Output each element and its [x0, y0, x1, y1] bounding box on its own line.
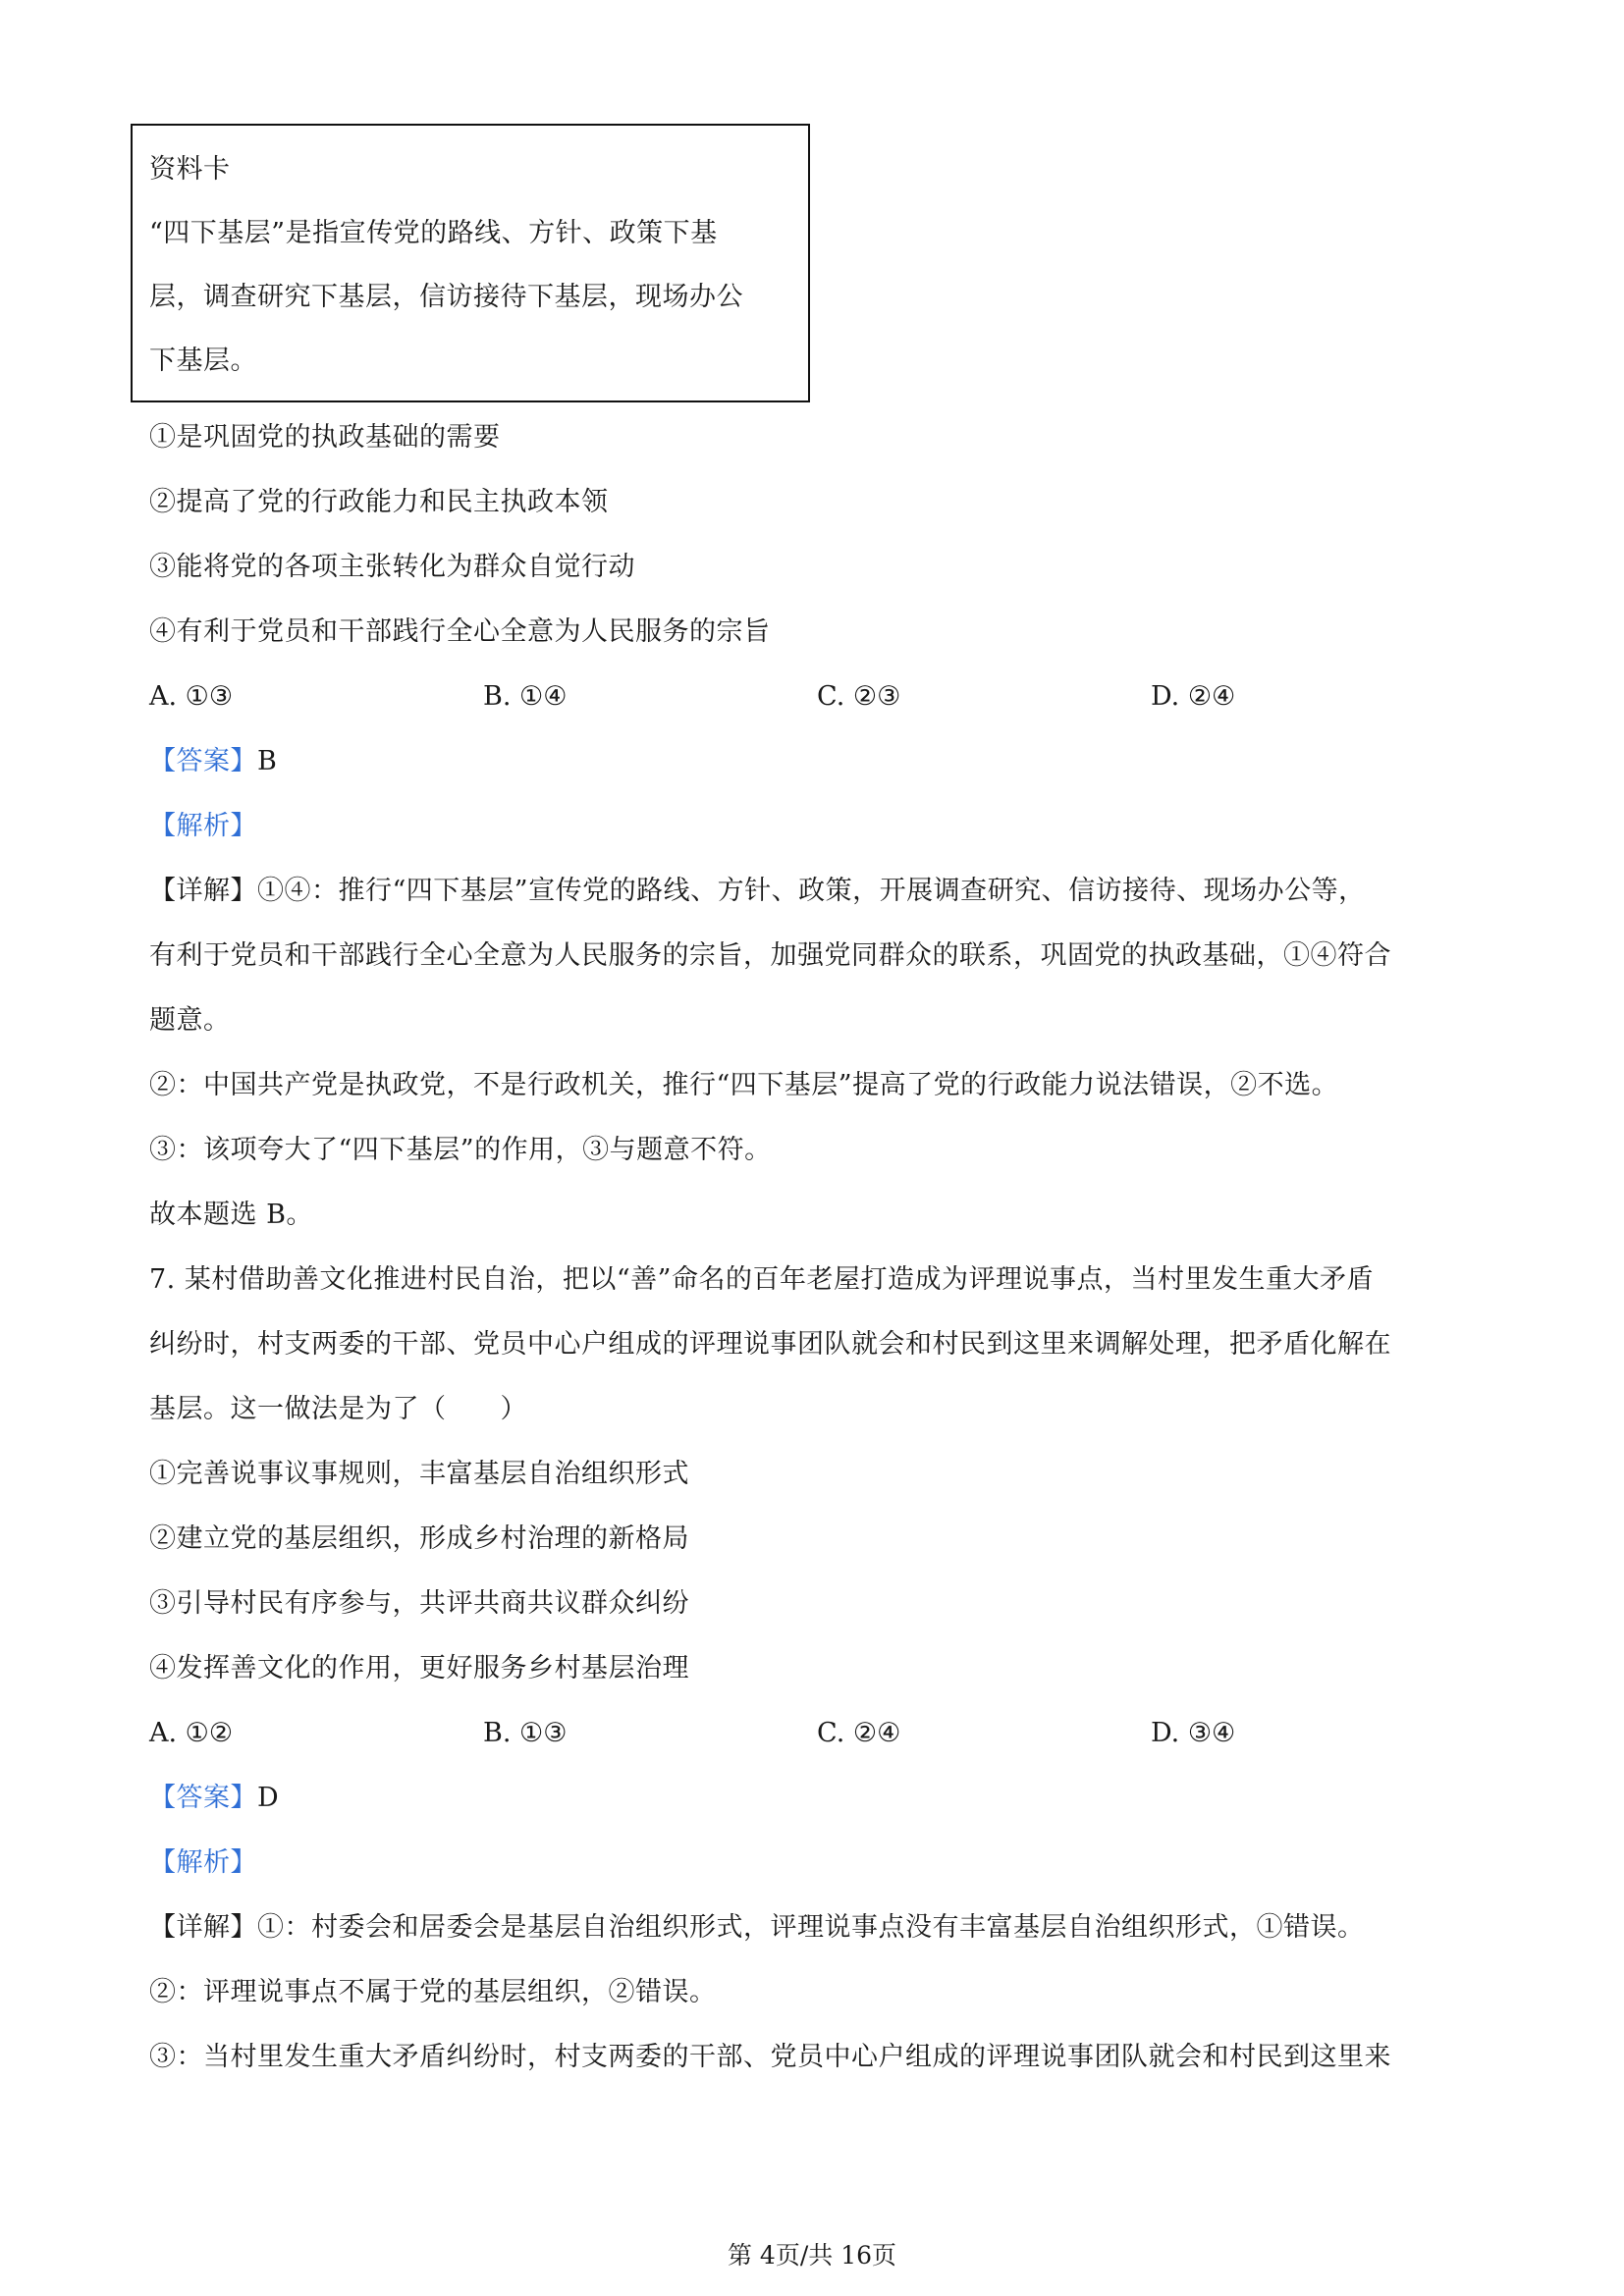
q6-statement-2: ②提高了党的行政能力和民主执政本领	[149, 487, 609, 517]
answer-tag: 【答案】	[149, 746, 257, 776]
q7-explain-line: ③：当村里发生重大矛盾纠纷时，村支两委的干部、党员中心户组成的评理说事团队就会和村民到这里来	[149, 2042, 1391, 2072]
q7-statement-1: ①完善说事议事规则，丰富基层自治组织形式	[149, 1459, 689, 1489]
q6-statement-3: ③能将党的各项主张转化为群众自觉行动	[149, 552, 635, 582]
q7-option-b: B. ①③	[483, 1718, 568, 1748]
q6-detail-line	[149, 874, 1366, 909]
q7-analysis-heading	[149, 1845, 257, 1881]
q6-option-d: D. ②④	[1151, 681, 1236, 712]
q6-statement-4: ④有利于党员和干部践行全心全意为人民服务的宗旨	[149, 616, 771, 647]
detail-text: ①④：推行“四下基层”宣传党的路线、方针、政策，开展调查研究、信访接待、现场办公等，	[257, 876, 1366, 906]
detail-text: ①：村委会和居委会是基层自治组织形式，评理说事点没有丰富基层自治组织形式，①错误。	[257, 1912, 1365, 1943]
q7-statement-3: ③引导村民有序参与，共评共商共议群众纠纷	[149, 1588, 689, 1619]
q7-answer	[149, 1781, 279, 1816]
q6-option-c: C. ②③	[817, 681, 901, 712]
q7-explain-line: ②：评理说事点不属于党的基层组织，②错误。	[149, 1977, 717, 2007]
answer-value: B	[257, 746, 278, 776]
q7-option-a: A. ①②	[149, 1718, 234, 1748]
q7-statement-4: ④发挥善文化的作用，更好服务乡村基层治理	[149, 1653, 689, 1683]
q7-option-d: D. ③④	[1151, 1718, 1236, 1748]
resource-card-line: “四下基层”是指宣传党的路线、方针、政策下基	[149, 218, 718, 248]
answer-tag: 【答案】	[149, 1783, 257, 1813]
q7-statement-2: ②建立党的基层组织，形成乡村治理的新格局	[149, 1523, 689, 1554]
resource-card-title: 资料卡	[149, 154, 231, 185]
resource-card-line: 下基层。	[149, 346, 257, 376]
page-number: 第 4页/共 16页	[727, 2241, 897, 2269]
q7-option-c: C. ②④	[817, 1718, 901, 1748]
q7-stem-line: 基层。这一做法是为了（ ）	[149, 1394, 527, 1424]
q7-stem-line: 纠纷时，村支两委的干部、党员中心户组成的评理说事团队就会和村民到这里来调解处理，把矛盾化解在	[149, 1329, 1391, 1360]
q6-option-b: B. ①④	[483, 681, 568, 712]
answer-value: D	[257, 1783, 280, 1813]
resource-card-line: 层，调查研究下基层，信访接待下基层，现场办公	[149, 282, 743, 312]
q6-conclusion: 故本题选 B。	[149, 1200, 313, 1230]
q6-analysis-heading	[149, 809, 257, 844]
analysis-tag: 【解析】	[149, 811, 257, 841]
q6-explain-line: ③：该项夸大了“四下基层”的作用，③与题意不符。	[149, 1135, 772, 1165]
q6-answer	[149, 744, 277, 779]
q6-statement-1: ①是巩固党的执政基础的需要	[149, 422, 501, 453]
q6-detail-line: 有利于党员和干部践行全心全意为人民服务的宗旨，加强党同群众的联系，巩固党的执政基础，①④符合	[149, 940, 1391, 971]
detail-tag: 【详解】	[149, 876, 257, 906]
q7-stem-line: 7. 某村借助善文化推进村民自治，把以“善”命名的百年老屋打造成为评理说事点，当村里发生重大矛盾	[149, 1264, 1374, 1295]
analysis-tag: 【解析】	[149, 1847, 257, 1878]
q6-detail-line: 题意。	[149, 1005, 231, 1036]
detail-tag: 【详解】	[149, 1912, 257, 1943]
q6-explain-line: ②：中国共产党是执政党，不是行政机关，推行“四下基层”提高了党的行政能力说法错误，②不选。	[149, 1070, 1339, 1100]
q6-option-a: A. ①③	[149, 681, 234, 712]
q7-detail-line	[149, 1910, 1365, 1946]
